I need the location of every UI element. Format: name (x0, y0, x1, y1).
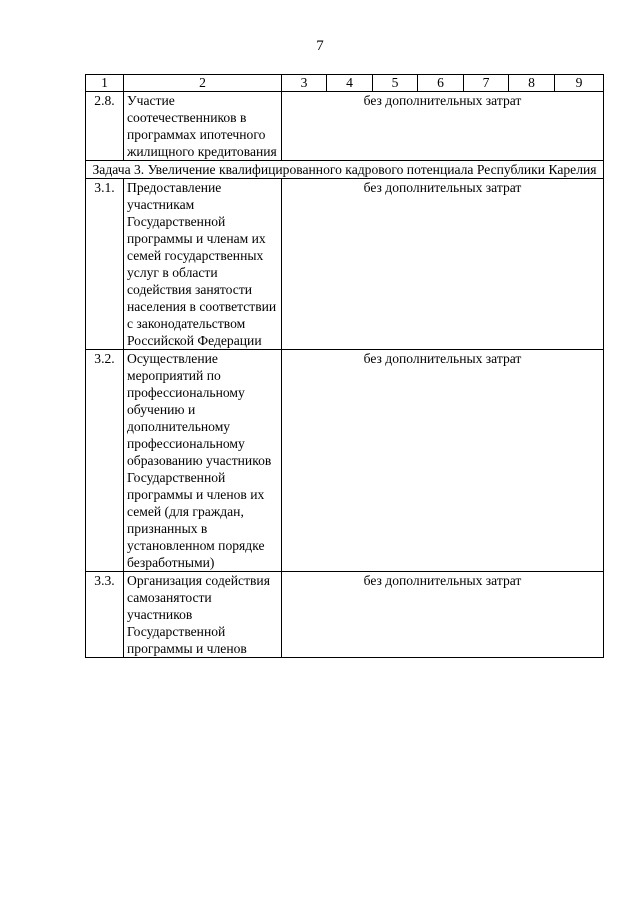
column-header: 8 (509, 75, 555, 92)
activity-name: Осуществление мероприятий по профессиональному обучению и дополнительному профессиональному образованию участников Государственной программы и членов их семей (для граждан, признанных в установленном порядке безработными) (124, 350, 282, 572)
row-number: 3.3. (86, 572, 124, 658)
column-header: 9 (555, 75, 604, 92)
column-header: 6 (418, 75, 464, 92)
funding-note: без дополнительных затрат (282, 179, 604, 350)
column-header: 1 (86, 75, 124, 92)
column-header: 7 (464, 75, 509, 92)
activity-name: Участие соотечественников в программах ипотечного жилищного кредитования (124, 92, 282, 161)
row-number: 3.2. (86, 350, 124, 572)
table-row (86, 179, 604, 350)
column-header: 5 (373, 75, 418, 92)
row-number: 3.1. (86, 179, 124, 350)
task-heading-row (86, 161, 604, 179)
row-number: 2.8. (86, 92, 124, 161)
page-number: 7 (316, 38, 324, 54)
column-header: 2 (124, 75, 282, 92)
table-row (86, 572, 604, 658)
funding-note: без дополнительных затрат (282, 572, 604, 658)
table-row (86, 92, 604, 161)
column-header: 4 (327, 75, 373, 92)
column-header: 3 (282, 75, 327, 92)
table-row (86, 350, 604, 572)
activity-name: Организация содействия самозанятости участников Государственной программы и членов (124, 572, 282, 658)
activity-name: Предоставление участникам Государственной программы и членам их семей государственных услуг в области содействия занятости населения в соответствии с законодательством Российской Федерации (124, 179, 282, 350)
column-number-row (86, 75, 604, 92)
task-heading: Задача 3. Увеличение квалифицированного кадрового потенциала Республики Карелия (86, 161, 604, 179)
funding-note: без дополнительных затрат (282, 350, 604, 572)
program-activities-table (85, 74, 604, 658)
funding-note: без дополнительных затрат (282, 92, 604, 161)
